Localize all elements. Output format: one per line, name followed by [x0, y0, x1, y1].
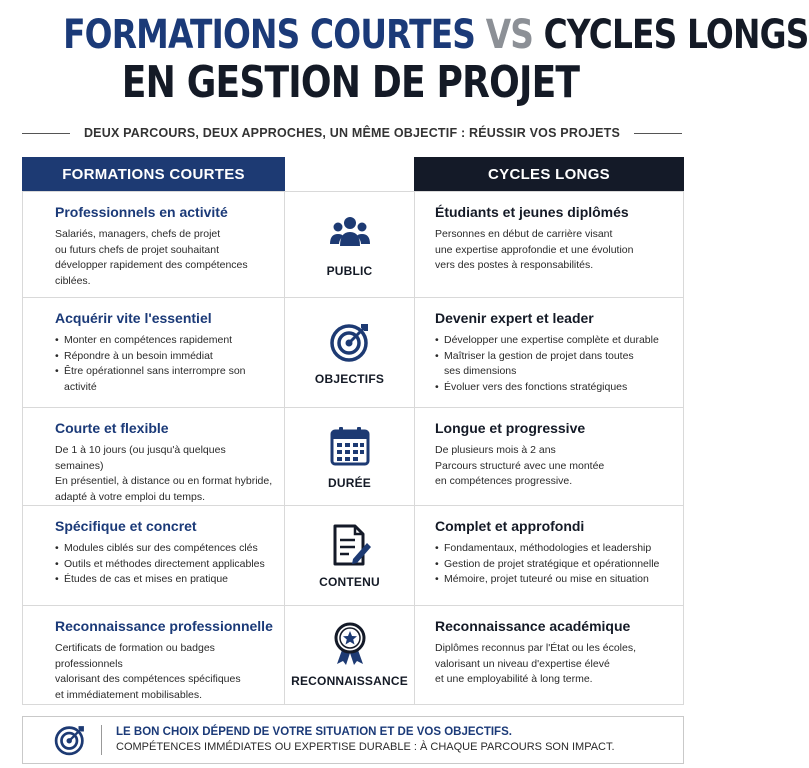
short-contenu-bullet: • Modules ciblés sur des compétences clés	[55, 541, 274, 557]
long-contenu-bullet: • Gestion de projet stratégique et opérationnelle	[435, 557, 675, 573]
short-contenu-title: Spécifique et concret	[55, 518, 197, 534]
row-public	[22, 191, 684, 297]
public-label: PUBLIC	[326, 263, 373, 278]
cell-long-contenu	[414, 506, 684, 605]
row-duree	[22, 407, 684, 505]
short-objectifs-title: Acquérir vite l'essentiel	[55, 310, 212, 326]
short-public-line: développer rapidement des compétences	[55, 259, 248, 271]
cell-long-reconnaissance	[414, 606, 684, 704]
short-contenu-bullet: • Outils et méthodes directement applicables	[55, 557, 274, 573]
footer-line2: COMPÉTENCES IMMÉDIATES OU EXPERTISE DURABLE : À CHAQUE PARCOURS SON IMPACT.	[116, 741, 615, 753]
short-reconnaissance-title: Reconnaissance professionnelle	[55, 618, 273, 634]
medal-icon	[328, 622, 372, 666]
contenu-label: CONTENU	[319, 574, 380, 589]
long-public-line: Personnes en début de carrière visant	[435, 228, 613, 240]
column-header-long: CYCLES LONGS	[414, 157, 684, 191]
long-duree-line: De plusieurs mois à 2 ans	[435, 444, 556, 456]
cell-short-contenu	[22, 506, 285, 605]
column-header-short: FORMATIONS COURTES	[22, 157, 285, 191]
target-icon	[53, 723, 87, 757]
footer-banner	[22, 716, 684, 764]
short-duree-title: Courte et flexible	[55, 420, 169, 436]
row-contenu	[22, 505, 684, 605]
calendar-icon	[328, 424, 372, 468]
title-part-vs: VS	[485, 12, 534, 58]
reconnaissance-label: RECONNAISSANCE	[291, 674, 408, 688]
label-public	[285, 192, 414, 297]
short-reconnaissance-line: et immédiatement mobilisables.	[55, 688, 203, 701]
cell-short-objectifs	[22, 298, 285, 407]
cell-short-reconnaissance	[22, 606, 285, 704]
duree-label: DURÉE	[327, 475, 371, 490]
label-objectifs	[285, 298, 414, 407]
subtitle-rule-right	[634, 133, 682, 134]
long-contenu-title: Complet et approfondi	[435, 518, 585, 534]
target-icon	[328, 320, 372, 364]
subtitle: DEUX PARCOURS, DEUX APPROCHES, UN MÊME OBJECTIF : RÉUSSIR VOS PROJETS	[83, 126, 621, 140]
short-duree-line: adapté à votre emploi du temps.	[55, 490, 206, 503]
long-objectifs-bullet: • Développer une expertise complète et durable	[435, 333, 675, 349]
short-public-title: Professionnels en activité	[55, 204, 228, 220]
short-public-line: ou futurs chefs de projet souhaitant	[55, 243, 220, 256]
subtitle-row	[22, 126, 682, 140]
label-reconnaissance	[285, 606, 414, 704]
short-duree-line: De 1 à 10 jours (ou jusqu'à quelques semaines)	[55, 444, 226, 472]
footer-text	[116, 725, 615, 755]
long-public-line: une expertise approfondie et une évolution	[435, 243, 634, 256]
cell-short-duree	[22, 408, 285, 505]
short-contenu-bullet: • Études de cas et mises en pratique	[55, 572, 274, 588]
cell-long-public	[414, 192, 684, 297]
long-duree-line: en compétences progressive.	[435, 475, 573, 487]
cell-long-objectifs	[414, 298, 684, 407]
main-title-line1	[63, 12, 809, 58]
cell-long-duree	[414, 408, 684, 505]
row-objectifs	[22, 297, 684, 407]
short-reconnaissance-line: valorisant des compétences spécifiques	[55, 673, 241, 685]
title-part-long: CYCLES LONGS	[543, 12, 809, 58]
long-reconnaissance-title: Reconnaissance académique	[435, 618, 631, 634]
label-duree	[285, 408, 414, 505]
long-public-line: vers des postes à responsabilités.	[435, 259, 594, 271]
long-duree-line: Parcours structuré avec une montée	[435, 459, 605, 472]
short-objectifs-bullet: • Répondre à un besoin immédiat	[55, 349, 274, 365]
cell-short-public	[22, 192, 285, 297]
short-reconnaissance-line: Certificats de formation ou badges professionnels	[55, 642, 215, 670]
footer-line1: LE BON CHOIX DÉPEND DE VOTRE SITUATION ET DE VOS OBJECTIFS.	[116, 726, 512, 738]
long-objectifs-bullet-cont: ses dimensions	[444, 365, 517, 377]
short-objectifs-bullet: • Monter en compétences rapidement	[55, 333, 274, 349]
group-icon	[328, 212, 372, 256]
long-objectifs-bullet: • Maîtriser la gestion de projet dans toutes	[435, 349, 675, 365]
document-pen-icon	[328, 523, 372, 567]
row-reconnaissance	[22, 605, 684, 705]
subtitle-rule-left	[22, 133, 70, 134]
title-part-short: FORMATIONS COURTES	[63, 12, 476, 58]
long-reconnaissance-line: et une employabilité à long terme.	[435, 673, 593, 685]
short-duree-line: En présentiel, à distance ou en format hybride,	[55, 475, 273, 487]
long-objectifs-bullet: • Évoluer vers des fonctions stratégiques	[435, 380, 675, 396]
long-reconnaissance-line: valorisant un niveau d'expertise élevé	[435, 657, 610, 670]
long-objectifs-title: Devenir expert et leader	[435, 310, 594, 326]
long-contenu-bullet: • Mémoire, projet tuteuré ou mise en situation	[435, 572, 675, 588]
short-public-line: Salariés, managers, chefs de projet	[55, 228, 221, 240]
long-reconnaissance-line: Diplômes reconnus par l'État ou les écoles,	[435, 642, 637, 654]
short-public-line: ciblées.	[55, 274, 91, 287]
label-contenu	[285, 506, 414, 605]
objectifs-label: OBJECTIFS	[314, 371, 385, 386]
long-public-title: Étudiants et jeunes diplômés	[435, 204, 629, 220]
long-duree-title: Longue et progressive	[435, 420, 586, 436]
comparison-table	[22, 157, 684, 705]
main-title-line2: EN GESTION DE PROJET	[121, 57, 580, 108]
footer-divider	[101, 725, 102, 755]
long-contenu-bullet: • Fondamentaux, méthodologies et leadership	[435, 541, 675, 557]
short-objectifs-bullet: • Être opérationnel sans interrompre son activité	[55, 364, 274, 395]
